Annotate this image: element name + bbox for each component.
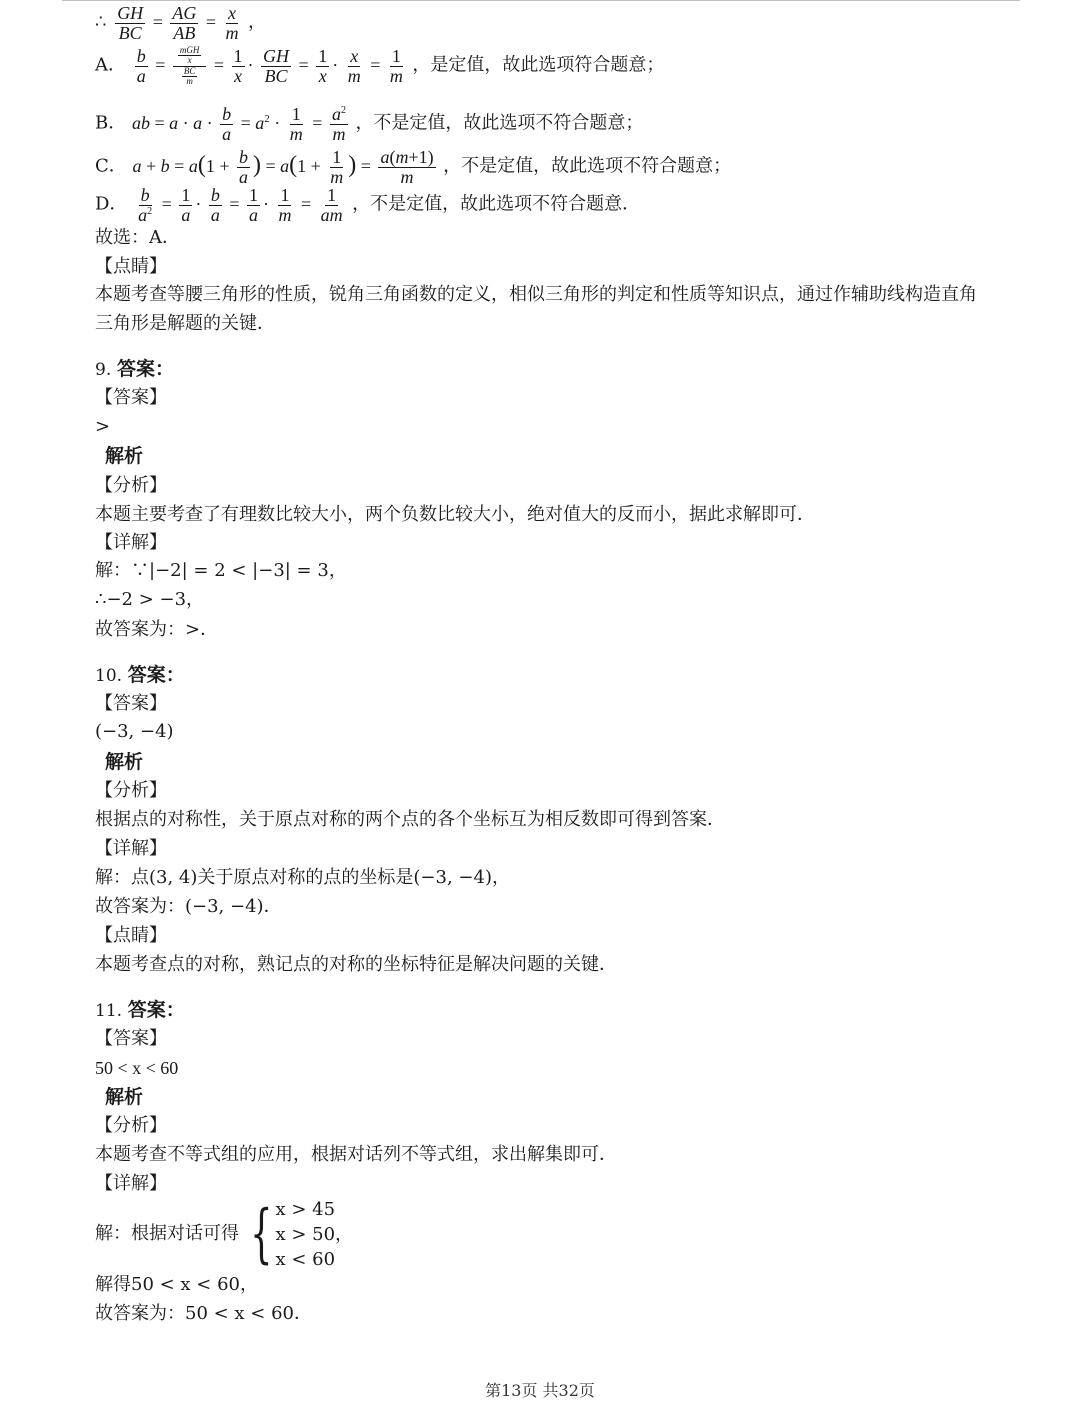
q11-jiexi: 解析 (105, 1086, 144, 1108)
q10-answer-label: 【答案】 (95, 693, 167, 714)
q11-answer-label: 【答案】 (95, 1028, 167, 1049)
q9-final: 故答案为：>． (95, 619, 219, 640)
dianjing-text-2: 三角形是解题的关键． (95, 313, 275, 334)
system-row: x < 60 (275, 1248, 336, 1270)
dianjing-label: 【点睛】 (95, 256, 167, 277)
q9-answer: > (95, 416, 111, 437)
q9-fenxi-text: 本题主要考查了有理数比较大小，两个负数比较大小，绝对值大的反而小，据此求解即可． (95, 504, 815, 525)
q9-answer-label: 【答案】 (95, 387, 167, 408)
q11-fenxi-label: 【分析】 (95, 1115, 167, 1136)
option-a-line: A． $\frac{b}{a}$ = $\frac{\frac{\text{mGH}}{x}}{\frac{BC}{m}}$ = $\frac{1}{x}$ · $\frac{GH}{BC}$ = $\frac{1}{x}$ · $\frac{x}{m}$ = $\frac{1}{m}$ ，是定值，故此选项符合题意； (95, 45, 665, 87)
q10-xiangjie-label: 【详解】 (95, 838, 167, 859)
q11-xiangjie-label: 【详解】 (95, 1173, 167, 1194)
left-brace: { (249, 1197, 273, 1271)
q10-fenxi-label: 【分析】 (95, 780, 167, 801)
choice-line: 故选：A． (95, 227, 180, 248)
q10-final: 故答案为：(−3, −4)． (95, 896, 282, 917)
q10-step-1: 解：点(3, 4)关于原点对称的点的坐标是(−3, −4)， (95, 867, 510, 888)
q10-fenxi-text: 根据点的对称性，关于原点对称的两个点的各个坐标互为相反数即可得到答案． (95, 809, 725, 830)
q9-heading: 9. 答案： (95, 358, 174, 380)
page-footer: 第13页 共32页 (485, 1381, 595, 1400)
q11-heading: 11. 答案： (95, 999, 185, 1021)
q10-heading: 10. 答案： (95, 664, 185, 686)
q11-final: 故答案为：50 < x < 60． (95, 1303, 313, 1324)
therefore-symbol: ∴ (95, 11, 107, 33)
option-d-line: D． $\frac{b}{a^2}$ = $\frac{1}{a}$ · $\frac{b}{a}$ = $\frac{1}{a}$ · $\frac{1}{m}$ = $\frac{1}{am}$ ，不是定值，故此选项不符合题意． (95, 185, 641, 225)
ratio-equation: ∴ $\frac{GH}{BC}$ = $\frac{AG}{AB}$ = $\frac{x}{m}$ ， (95, 3, 266, 43)
q11-solve: 解得50 < x < 60， (95, 1274, 259, 1295)
q10-dianjing-label: 【点睛】 (95, 925, 167, 946)
q9-fenxi-label: 【分析】 (95, 475, 167, 496)
q9-step-1: 解：∵|−2| = 2 < |−3| = 3， (95, 560, 347, 581)
q10-jiexi: 解析 (105, 751, 144, 773)
q11-fenxi-text: 本题考查不等式组的应用，根据对话列不等式组，求出解集即可． (95, 1144, 617, 1165)
q9-xiangjie-label: 【详解】 (95, 532, 167, 553)
option-c-line: C． a + b = a(1 + $\frac{b}{a}$ ) = a(1 + $\frac{1}{m}$ ) = $\frac{a(m+1)}{m}$ ，不是定值，故此选项不符合题意； (95, 147, 732, 187)
dianjing-text-1: 本题考查等腰三角形的性质，锐角三角函数的定义，相似三角形的判定和性质等知识点，通过作辅助线构造直角 (95, 284, 977, 305)
q9-step-2: ∴−2 > −3， (95, 589, 205, 610)
q11-inequality-system: 解：根据对话可得 { x > 45 x > 50， x < 60 (95, 1197, 354, 1271)
q10-answer: (−3, −4) (95, 721, 174, 742)
system-row: x > 45 (275, 1198, 336, 1220)
system-row: x > 50， (275, 1223, 354, 1245)
top-rule (62, 0, 1020, 1)
q11-answer: 50 < x < 60 (95, 1058, 179, 1078)
option-b-line: B． ab = a · a · $\frac{b}{a}$ = $a^2$ · $\frac{1}{m}$ = $\frac{a^2}{m}$ ，不是定值，故此选项不符合题意； (95, 104, 644, 144)
q9-jiexi: 解析 (105, 445, 144, 467)
q10-dianjing-text: 本题考查点的对称，熟记点的对称的坐标特征是解决问题的关键． (95, 954, 617, 975)
